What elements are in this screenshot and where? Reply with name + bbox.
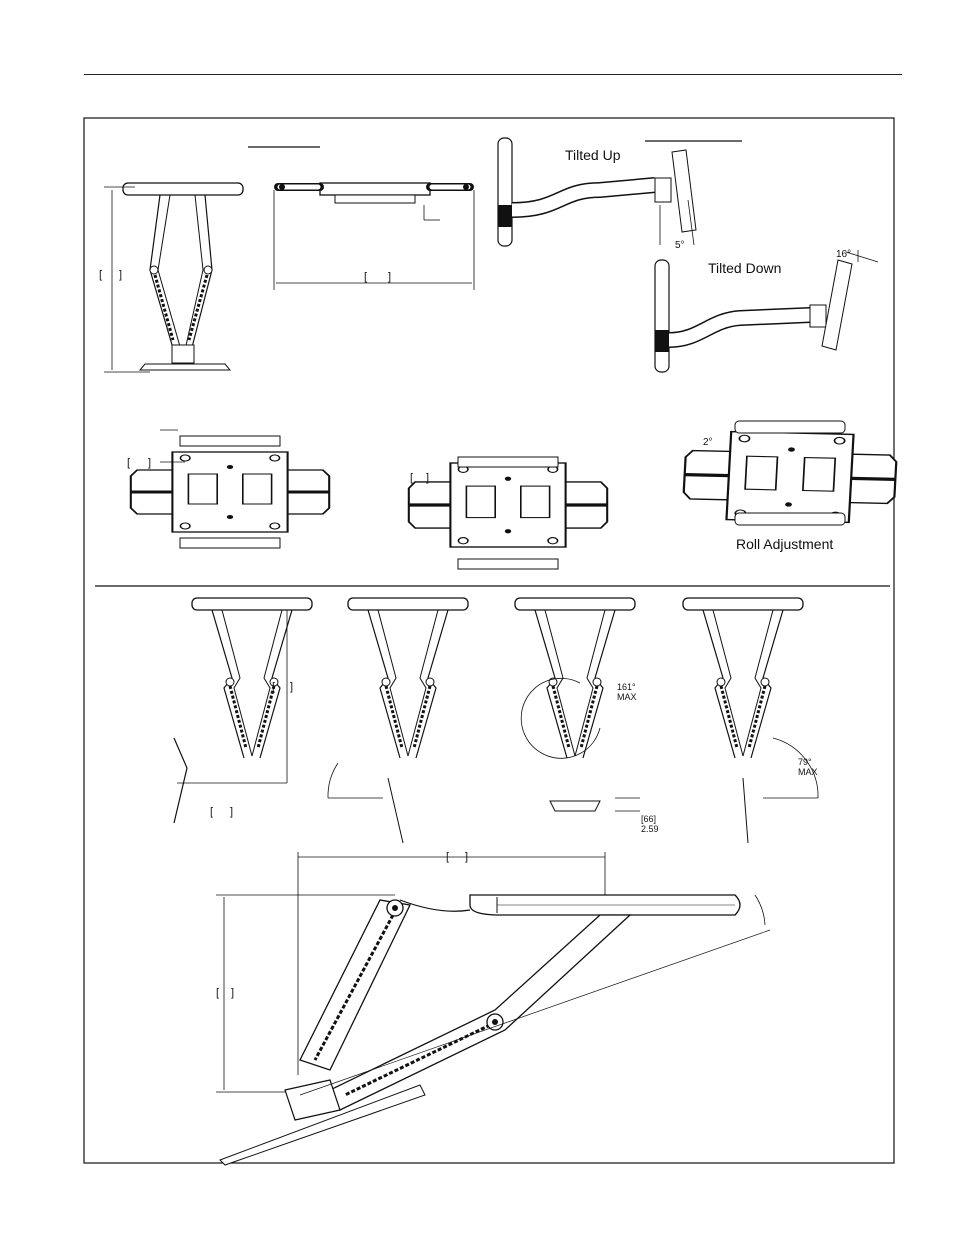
tilt-down-angle: 16° <box>836 249 852 260</box>
swivel-angle-value: 161° <box>617 682 636 692</box>
svg-text:[: [ <box>364 271 368 283</box>
tilted-up-label: Tilted Up <box>565 147 621 163</box>
svg-text:]: ] <box>148 457 152 469</box>
svg-text:]: ] <box>465 851 469 863</box>
arm-position-1 <box>174 598 312 823</box>
tilted-down-label: Tilted Down <box>708 260 782 276</box>
fold-angle-max: MAX <box>798 767 818 777</box>
svg-text:[: [ <box>446 851 450 863</box>
svg-text:[: [ <box>210 806 214 818</box>
front-view-arm <box>99 183 243 372</box>
svg-text:]: ] <box>119 269 123 281</box>
svg-text:]: ] <box>231 987 235 999</box>
svg-text:]: ] <box>426 472 430 484</box>
height-offset-mm: [66] <box>641 814 657 824</box>
svg-text:]: ] <box>230 806 234 818</box>
arm-position-3 <box>515 598 640 811</box>
svg-text:]: ] <box>290 681 294 693</box>
tilt-up-angle: 5° <box>675 240 685 251</box>
roll-adjustment-label: Roll Adjustment <box>736 536 834 552</box>
extended-arm-view <box>216 851 770 1165</box>
side-view-arm <box>248 147 474 290</box>
arm-position-2 <box>328 598 468 843</box>
plate-view-roll <box>682 421 897 525</box>
fold-angle-value: 79° <box>798 757 812 767</box>
height-offset-inch: 2.59 <box>641 824 659 834</box>
svg-text:[: [ <box>216 987 220 999</box>
svg-text:[: [ <box>127 457 131 469</box>
swivel-angle-max: MAX <box>617 692 637 702</box>
plate-view-middle <box>409 457 607 569</box>
svg-text:[: [ <box>99 269 103 281</box>
svg-text:[: [ <box>272 681 276 693</box>
arm-position-4 <box>683 598 818 843</box>
svg-text:[: [ <box>410 472 414 484</box>
roll-angle: 2° <box>703 437 713 448</box>
plate-view-left <box>127 430 329 548</box>
svg-text:]: ] <box>388 271 392 283</box>
